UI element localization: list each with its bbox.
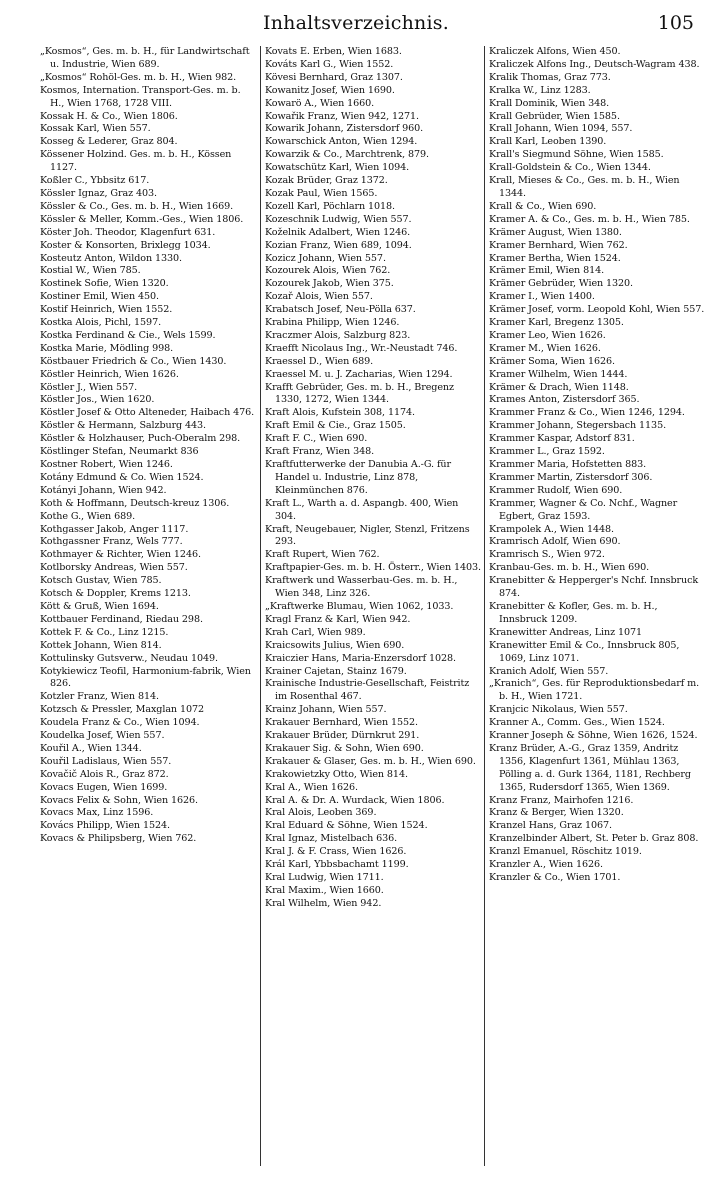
- index-entry: Kotsch & Doppler, Krems 1213.: [40, 588, 191, 600]
- index-entry: Krall-Goldstein & Co., Wien 1344.: [489, 162, 651, 174]
- index-entry: Kraiczier Hans, Maria-Enzersdorf 1028.: [265, 652, 456, 664]
- index-entry: Kraessel D., Wien 689.: [265, 355, 374, 367]
- index-entry: Kral A., Wien 1626.: [265, 781, 358, 793]
- index-entry: Kövesi Bernhard, Graz 1307.: [265, 71, 403, 83]
- index-entry: Krabatsch Josef, Neu-Pölla 637.: [265, 304, 416, 316]
- index-entry: Kraft F. C., Wien 690.: [265, 433, 368, 445]
- index-entry: Kraft L., Warth a. d. Aspangb. 400, Wien 304.: [265, 497, 459, 522]
- index-entry: Kranner A., Comm. Ges., Wien 1524.: [489, 717, 665, 729]
- index-entry: Kothgassner Franz, Wels 777.: [40, 536, 183, 548]
- index-entry: Kostner Robert, Wien 1246.: [40, 459, 173, 470]
- index-entry: Kowanitz Josef, Wien 1690.: [265, 84, 395, 96]
- index-entry: Krammer Kaspar, Adstorf 831.: [489, 433, 635, 445]
- index-entry: Kossak Karl, Wien 557.: [40, 123, 151, 135]
- index-entry: Kranewitter Andreas, Linz 1071: [489, 626, 643, 638]
- index-entry: Krainische Industrie-Gesellschaft, Feistritz im Rosenthal 467.: [265, 678, 470, 703]
- index-entry: Kraft Rupert, Wien 762.: [265, 549, 380, 561]
- index-entry: Krammer, Wagner & Co. Nchf., Wagner Egbert, Graz 1593.: [489, 497, 678, 522]
- index-entry: Krämer Gebrüder, Wien 1320.: [489, 278, 634, 290]
- index-entry: Kraft, Neugebauer, Nigler, Stenzl, Fritzens 293.: [265, 523, 470, 548]
- index-entry: Kramer I., Wien 1400.: [489, 291, 595, 303]
- index-entry: Kranzler A., Wien 1626.: [489, 859, 603, 871]
- index-entry: Kozak Paul, Wien 1565.: [265, 187, 378, 199]
- index-entry: Kostial W., Wien 785.: [40, 265, 141, 277]
- index-entry: Kralka W., Linz 1283.: [489, 84, 591, 96]
- index-entry: Kössler & Meller, Komm.-Ges., Wien 1806.: [40, 213, 244, 225]
- index-entry: „Kosmos“ Rohöl-Ges. m. b. H., Wien 982.: [40, 71, 237, 83]
- index-entry: Kovacs Eugen, Wien 1699.: [40, 781, 168, 793]
- index-entry: Kowarik Johann, Zistersdorf 960.: [265, 123, 424, 135]
- index-entry: Kranzl Emanuel, Röschitz 1019.: [489, 846, 642, 858]
- index-entry: Krall's Siegmund Söhne, Wien 1585.: [489, 149, 664, 161]
- index-entry: Köstbauer Friedrich & Co., Wien 1430.: [40, 355, 227, 367]
- index-entry: Kovačič Alois R., Graz 872.: [40, 768, 169, 780]
- index-entry: Kozicz Johann, Wien 557.: [265, 252, 386, 264]
- index-entry: Krames Anton, Zistersdorf 365.: [489, 394, 640, 406]
- index-entry: Koudela Franz & Co., Wien 1094.: [40, 717, 200, 729]
- index-entry: Koßler C., Ybbsitz 617.: [40, 175, 150, 187]
- index-entry: Koster & Konsorten, Brixlegg 1034.: [40, 239, 211, 251]
- index-entry: Kozian Franz, Wien 689, 1094.: [265, 239, 412, 251]
- index-columns: [36, 46, 708, 1166]
- index-entry: „Kraftwerke Blumau, Wien 1062, 1033.: [265, 600, 454, 612]
- index-entry: Kral Eduard & Söhne, Wien 1524.: [265, 820, 428, 832]
- index-entry: Kranz Brüder, A.-G., Graz 1359, Andritz 1356, Klagenfurt 1361, Mühlau 1363, Pölling a. d. Gurk 1364, 1181, Rechberg 1365, Rudersdorf 1365, Wien 1369.: [489, 742, 691, 793]
- index-entry: „Kosmos“, Ges. m. b. H., für Landwirtschaft u. Industrie, Wien 689.: [40, 46, 250, 70]
- page-header: [0, 8, 712, 42]
- index-entry: Kozeschnik Ludwig, Wien 557.: [265, 213, 412, 225]
- index-entry: Krakauer Brüder, Dürnkrut 291.: [265, 730, 420, 742]
- index-entry: Krakauer Bernhard, Wien 1552.: [265, 717, 418, 729]
- index-entry: Köstler & Hermann, Salzburg 443.: [40, 420, 207, 432]
- index-entry: Kraessel M. u. J. Zacharias, Wien 1294.: [265, 368, 453, 380]
- index-entry: Krämer August, Wien 1380.: [489, 226, 622, 238]
- index-entry: Krakauer Sig. & Sohn, Wien 690.: [265, 742, 424, 754]
- index-entry: Krall Karl, Leoben 1390.: [489, 136, 607, 148]
- index-entry: Kramrisch Adolf, Wien 690.: [489, 536, 621, 548]
- index-entry: Krammer Rudolf, Wien 690.: [489, 484, 623, 496]
- index-entry: Kozař Alois, Wien 557.: [265, 291, 373, 303]
- index-entry: Krämer & Drach, Wien 1148.: [489, 381, 629, 393]
- index-entry: Kraft Emil & Cie., Graz 1505.: [265, 420, 406, 432]
- index-entry: Kranzelbinder Albert, St. Peter b. Graz 808.: [489, 833, 699, 845]
- index-entry: Kraftwerk und Wasserbau-Ges. m. b. H., Wien 348, Linz 326.: [265, 575, 458, 600]
- index-entry: Kranner Joseph & Söhne, Wien 1626, 1524.: [489, 730, 698, 742]
- index-entry: Kozak Brüder, Graz 1372.: [265, 175, 388, 187]
- index-entry: Kranzler & Co., Wien 1701.: [489, 872, 621, 883]
- index-entry: Krall, Mieses & Co., Ges. m. b. H., Wien 1344.: [489, 175, 680, 199]
- index-entry: Kowarö A., Wien 1660.: [265, 97, 375, 109]
- index-entry: Kotány Edmund & Co. Wien 1524.: [40, 471, 204, 483]
- index-entry: Kowatschütz Karl, Wien 1094.: [265, 162, 410, 174]
- index-entry: Krakauer & Glaser, Ges. m. b. H., Wien 690.: [265, 755, 476, 767]
- index-entry: Kraliczek Alfons Ing., Deutsch-Wagram 438.: [489, 58, 700, 70]
- index-entry: Kranewitter Emil & Co., Innsbruck 805, 1069, Linz 1071.: [489, 639, 680, 664]
- index-entry: Koželnik Adalbert, Wien 1246.: [265, 226, 411, 238]
- index-entry: Kosteutz Anton, Wildon 1330.: [40, 252, 182, 264]
- index-entry: Kramer Wilhelm, Wien 1444.: [489, 368, 628, 380]
- index-entry: Krall Gebrüder, Wien 1585.: [489, 110, 620, 122]
- index-entry: Kothgasser Jakob, Anger 1117.: [40, 523, 189, 535]
- index-entry: Krall Johann, Wien 1094, 557.: [489, 123, 633, 135]
- index-entry: Kössener Holzind. Ges. m. b. H., Kössen 1127.: [40, 149, 232, 174]
- index-entry: Kozell Karl, Pöchlarn 1018.: [265, 200, 396, 212]
- index-entry: Kranjcic Nikolaus, Wien 557.: [489, 704, 628, 716]
- index-entry: Kraft Franz, Wien 348.: [265, 446, 375, 458]
- column-left: [36, 46, 260, 1166]
- index-entry: Krämer Soma, Wien 1626.: [489, 355, 615, 367]
- index-entry: Kotykiewicz Teofil, Harmonium-fabrik, Wien 826.: [40, 665, 251, 690]
- index-entry: Kralik Thomas, Graz 773.: [489, 71, 611, 83]
- index-entry: Kostka Alois, Pichl, 1597.: [40, 317, 162, 329]
- index-entry: Kranz & Berger, Wien 1320.: [489, 807, 624, 819]
- index-entry: Krainer Cajetan, Stainz 1679.: [265, 665, 407, 677]
- index-entry: Koudelka Josef, Wien 557.: [40, 730, 165, 742]
- index-entry: Kranz Franz, Mairhofen 1216.: [489, 794, 634, 806]
- index-entry: Köstlinger Stefan, Neumarkt 836: [40, 446, 199, 458]
- index-entry: Kössler & Co., Ges. m. b. H., Wien 1669.: [40, 200, 234, 212]
- index-entry: Krabina Philipp, Wien 1246.: [265, 317, 400, 329]
- index-entry: Kowarschick Anton, Wien 1294.: [265, 136, 418, 148]
- index-entry: Kraft Alois, Kufstein 308, 1174.: [265, 407, 415, 419]
- index-entry: Krämer Emil, Wien 814.: [489, 265, 605, 277]
- index-entry: Kotzler Franz, Wien 814.: [40, 691, 159, 703]
- index-entry: Kováts Karl G., Wien 1552.: [265, 58, 394, 70]
- index-entry: Kozourek Alois, Wien 762.: [265, 265, 391, 277]
- index-entry: Kossak H. & Co., Wien 1806.: [40, 110, 178, 122]
- index-entry: Kostka Marie, Mödling 998.: [40, 342, 174, 354]
- index-entry: Kraicsowits Julius, Wien 690.: [265, 639, 405, 651]
- index-entry: Kostinek Sofie, Wien 1320.: [40, 278, 169, 290]
- index-entry: Krammer L., Graz 1592.: [489, 446, 605, 458]
- index-entry: Kraefft Nicolaus Ing., Wr.-Neustadt 746.: [265, 342, 458, 354]
- index-entry: Kral J. & F. Crass, Wien 1626.: [265, 846, 407, 858]
- index-entry: Krall Dominik, Wien 348.: [489, 97, 610, 109]
- index-entry: Kovacs Felix & Sohn, Wien 1626.: [40, 794, 199, 806]
- index-entry: Kral Maxim., Wien 1660.: [265, 884, 384, 896]
- index-entry: Král Karl, Ybbsbachamt 1199.: [265, 859, 409, 871]
- index-entry: Krafft Gebrüder, Ges. m. b. H., Bregenz 1330, 1272, Wien 1344.: [265, 381, 454, 406]
- index-entry: Kovács Philipp, Wien 1524.: [40, 820, 170, 832]
- index-entry: Kral A. & Dr. A. Wurdack, Wien 1806.: [265, 794, 445, 806]
- index-entry: Krall & Co., Wien 690.: [489, 200, 597, 212]
- index-entry: Kral Ignaz, Mistelbach 636.: [265, 833, 398, 845]
- index-entry: Kranzel Hans, Graz 1067.: [489, 820, 612, 832]
- index-entry: Kramrisch S., Wien 972.: [489, 549, 605, 561]
- index-entry: Köstler Josef & Otto Alteneder, Haibach 476.: [40, 407, 255, 419]
- index-entry: Kral Ludwig, Wien 1711.: [265, 872, 384, 883]
- index-entry: Krammer Franz & Co., Wien 1246, 1294.: [489, 407, 685, 419]
- index-entry: Krampolek A., Wien 1448.: [489, 523, 614, 535]
- index-entry: Krammer Johann, Stegersbach 1135.: [489, 420, 667, 432]
- index-entry: „Kranich“, Ges. für Reproduktionsbedarf m. b. H., Wien 1721.: [489, 678, 700, 703]
- index-entry: Kranebitter & Hepperger's Nchf. Innsbruck 874.: [489, 575, 699, 600]
- index-entry: Kranebitter & Kofler, Ges. m. b. H., Innsbruck 1209.: [489, 600, 658, 625]
- index-entry: Krah Carl, Wien 989.: [265, 626, 366, 638]
- index-entry: Kraczmer Alois, Salzburg 823.: [265, 329, 411, 341]
- index-entry: Kramer M., Wien 1626.: [489, 342, 601, 354]
- page-title: Inhaltsverzeichnis.: [263, 12, 449, 34]
- index-entry: Kragl Franz & Karl, Wien 942.: [265, 613, 411, 625]
- index-entry: Kramer Karl, Bregenz 1305.: [489, 317, 624, 329]
- index-entry: Kramer Bernhard, Wien 762.: [489, 239, 628, 251]
- index-entry: Köstler Jos., Wien 1620.: [40, 394, 155, 406]
- index-entry: Kowařik Franz, Wien 942, 1271.: [265, 110, 419, 122]
- index-entry: Kosseg & Lederer, Graz 804.: [40, 136, 178, 148]
- index-entry: Kottulinsky Gutsverw., Neudau 1049.: [40, 652, 218, 664]
- index-entry: Kotsch Gustav, Wien 785.: [40, 575, 162, 587]
- index-entry: Kouřil Ladislaus, Wien 557.: [40, 755, 172, 767]
- index-entry: Kramer Bertha, Wien 1524.: [489, 252, 621, 264]
- index-entry: Kraftfutterwerke der Danubia A.-G. für Handel u. Industrie, Linz 878, Kleinmünchen 876.: [265, 459, 451, 496]
- column-right: [484, 46, 708, 1166]
- index-entry: Kozourek Jakob, Wien 375.: [265, 278, 394, 290]
- index-entry: Krämer Josef, vorm. Leopold Kohl, Wien 557.: [489, 304, 705, 316]
- index-entry: Kosmos, Internation. Transport-Ges. m. b. H., Wien 1768, 1728 VIII.: [40, 84, 241, 109]
- index-entry: Kral Alois, Leoben 369.: [265, 807, 377, 819]
- index-entry: Krainz Johann, Wien 557.: [265, 704, 387, 716]
- index-entry: Kramer A. & Co., Ges. m. b. H., Wien 785.: [489, 213, 690, 225]
- index-entry: Kottek F. & Co., Linz 1215.: [40, 626, 169, 638]
- index-entry: Kouřil A., Wien 1344.: [40, 742, 142, 754]
- index-entry: Kraftpapier-Ges. m. b. H. Österr., Wien 1403.: [265, 562, 481, 574]
- index-entry: Kothe G., Wien 689.: [40, 510, 136, 522]
- index-entry: Köstler & Holzhauser, Puch-Oberalm 298.: [40, 433, 241, 445]
- page-number: 105: [657, 12, 694, 34]
- index-entry: Kotlborsky Andreas, Wien 557.: [40, 562, 188, 574]
- column-middle: [260, 46, 484, 1166]
- index-entry: Kottek Johann, Wien 814.: [40, 639, 162, 651]
- index-entry: Kraliczek Alfons, Wien 450.: [489, 46, 621, 57]
- index-entry: Kotzsch & Pressler, Maxglan 1072: [40, 704, 204, 716]
- index-entry: Kött & Gruß, Wien 1694.: [40, 600, 159, 612]
- index-entry: Kovacs & Philipsberg, Wien 762.: [40, 833, 197, 845]
- index-entry: Köstler J., Wien 557.: [40, 381, 138, 393]
- index-entry: Kottbauer Ferdinand, Riedau 298.: [40, 613, 203, 625]
- index-entry: Köstler Heinrich, Wien 1626.: [40, 368, 179, 380]
- index-entry: Kramer Leo, Wien 1626.: [489, 329, 606, 341]
- index-entry: Köster Joh. Theodor, Klagenfurt 631.: [40, 226, 216, 238]
- index-entry: Kranbau-Ges. m. b. H., Wien 690.: [489, 562, 650, 574]
- index-entry: Kral Wilhelm, Wien 942.: [265, 897, 382, 909]
- index-entry: Kovats E. Erben, Wien 1683.: [265, 46, 402, 57]
- index-entry: Kostka Ferdinand & Cie., Wels 1599.: [40, 329, 216, 341]
- index-entry: Kotányi Johann, Wien 942.: [40, 484, 167, 496]
- index-entry: Kothmayer & Richter, Wien 1246.: [40, 549, 201, 561]
- index-entry: Kranich Adolf, Wien 557.: [489, 665, 609, 677]
- index-entry: Kowarzik & Co., Marchtrenk, 879.: [265, 149, 429, 161]
- index-entry: Kostiner Emil, Wien 450.: [40, 291, 159, 303]
- index-entry: Koth & Hoffmann, Deutsch-kreuz 1306.: [40, 497, 230, 509]
- index-entry: Krammer Maria, Hofstetten 883.: [489, 459, 647, 470]
- index-entry: Krakowietzky Otto, Wien 814.: [265, 768, 408, 780]
- index-entry: Kostif Heinrich, Wien 1552.: [40, 304, 173, 316]
- index-entry: Kovacs Max, Linz 1596.: [40, 807, 154, 819]
- index-entry: Kössler Ignaz, Graz 403.: [40, 187, 157, 199]
- index-entry: Krammer Martin, Zistersdorf 306.: [489, 471, 653, 483]
